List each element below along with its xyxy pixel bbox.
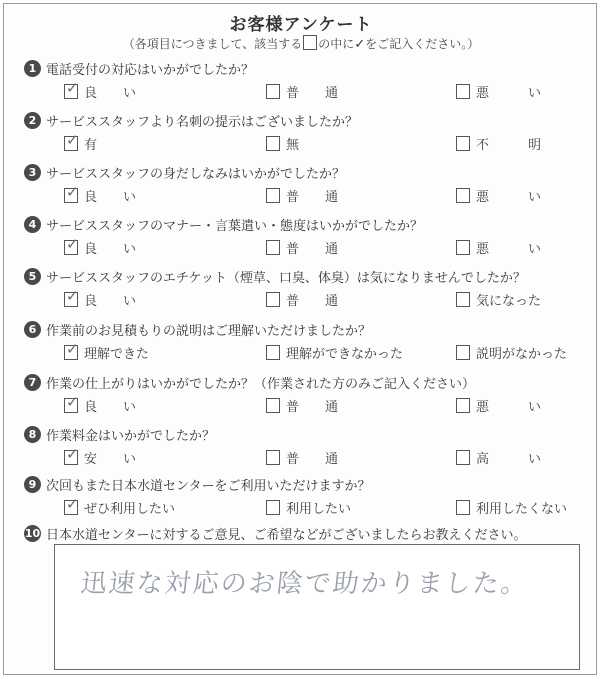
option-label: 悪 い xyxy=(476,85,542,101)
option-group xyxy=(24,392,584,417)
option-group xyxy=(24,494,584,519)
checkbox-unchecked[interactable] xyxy=(456,240,470,255)
question-number-badge: 9 xyxy=(24,476,41,493)
answer-option[interactable] xyxy=(456,185,541,205)
survey-title: お客様アンケート xyxy=(229,15,373,35)
option-label: 良 い xyxy=(84,293,137,309)
option-group xyxy=(24,234,584,259)
question-number-badge: 5 xyxy=(24,268,41,285)
option-label: 無 xyxy=(286,137,300,153)
question-4 xyxy=(24,214,584,259)
answer-option[interactable] xyxy=(266,237,338,257)
option-label: 良 い xyxy=(84,189,137,205)
question-number-badge: 8 xyxy=(24,426,41,443)
question-9-header xyxy=(24,474,584,494)
check-mark-icon: ✓ xyxy=(66,130,79,149)
question-2-text: サービススタッフより名刺の提示はございましたか？ xyxy=(46,114,359,130)
check-mark-icon: ✓ xyxy=(66,392,79,411)
answer-option[interactable] xyxy=(266,185,338,205)
option-label: 利用したい xyxy=(286,501,352,517)
question-10 xyxy=(24,523,584,543)
question-10-text: 日本水道センターに対するご意見、ご希望などがございましたらお教えください。 xyxy=(46,527,527,543)
instructions-before: （各項目につきまして、該当する xyxy=(122,37,303,51)
answer-option[interactable] xyxy=(64,234,137,257)
checkbox-checked[interactable] xyxy=(64,392,79,413)
checkbox-unchecked[interactable] xyxy=(456,292,470,307)
question-7 xyxy=(24,372,584,417)
question-5-text: サービススタッフのエチケット（煙草、口臭、体臭）は気になりませんでしたか？ xyxy=(46,270,526,286)
option-label: 良 い xyxy=(84,85,137,101)
free-comment-box[interactable] xyxy=(54,544,580,670)
checkbox-unchecked[interactable] xyxy=(456,450,470,465)
answer-option[interactable] xyxy=(64,339,150,362)
question-7-header xyxy=(24,372,584,392)
check-mark-icon: ✓ xyxy=(66,494,79,513)
question-number-badge: 2 xyxy=(24,112,41,129)
option-group xyxy=(24,130,584,155)
question-number-badge: 7 xyxy=(24,374,41,391)
option-label: 不 明 xyxy=(476,137,542,153)
question-1 xyxy=(24,58,584,103)
question-9 xyxy=(24,474,584,519)
checkbox-unchecked[interactable] xyxy=(456,136,470,151)
instructions-middle: の中に xyxy=(318,37,355,51)
question-4-text: サービススタッフのマナー・言葉遣い・態度はいかがでしたか？ xyxy=(46,218,424,234)
question-2-header xyxy=(24,110,584,130)
question-5-header xyxy=(24,266,584,286)
answer-option[interactable] xyxy=(64,182,137,205)
option-group xyxy=(24,444,584,469)
option-label: 普 通 xyxy=(286,451,339,467)
question-8-text: 作業料金はいかがでしたか？ xyxy=(46,428,216,444)
question-number-badge: 4 xyxy=(24,216,41,233)
checkbox-unchecked[interactable] xyxy=(266,292,280,307)
option-label: 普 通 xyxy=(286,189,339,205)
option-label: 普 通 xyxy=(286,241,339,257)
checkbox-unchecked[interactable] xyxy=(266,345,280,360)
question-9-text: 次回もまた日本水道センターをご利用いただけますか？ xyxy=(46,478,371,494)
answer-option[interactable] xyxy=(64,494,176,517)
answer-option[interactable] xyxy=(64,286,137,309)
question-6-text: 作業前のお見積もりの説明はご理解いただけましたか？ xyxy=(46,323,372,339)
answer-option[interactable] xyxy=(456,289,541,309)
answer-option[interactable] xyxy=(266,133,299,153)
question-8 xyxy=(24,424,584,469)
check-mark-icon: ✓ xyxy=(66,444,79,463)
checkbox-checked[interactable] xyxy=(64,234,79,255)
option-label: 理解できた xyxy=(84,346,150,362)
option-label: 普 通 xyxy=(286,399,339,415)
checkbox-checked[interactable] xyxy=(64,286,79,307)
answer-option[interactable] xyxy=(64,78,137,101)
check-mark-icon: ✓ xyxy=(66,234,79,253)
answer-option[interactable] xyxy=(456,447,541,467)
checkbox-unchecked[interactable] xyxy=(456,345,470,360)
option-label: 悪 い xyxy=(476,399,542,415)
question-3-header xyxy=(24,162,584,182)
question-7-text: 作業の仕上がりはいかがでしたか？（作業された方のみご記入ください） xyxy=(46,376,476,392)
instructions-after: をご記入ください。） xyxy=(365,37,480,51)
question-number-badge: 3 xyxy=(24,164,41,181)
question-8-header xyxy=(24,424,584,444)
answer-option[interactable] xyxy=(266,447,338,467)
question-6-header xyxy=(24,319,584,339)
check-mark-icon: ✓ xyxy=(66,286,79,305)
answer-option[interactable] xyxy=(64,444,137,467)
check-mark-icon: ✓ xyxy=(66,78,79,97)
option-label: 説明がなかった xyxy=(476,346,568,362)
option-group xyxy=(24,339,584,364)
check-mark-icon: ✓ xyxy=(66,339,79,358)
option-label: 悪 い xyxy=(476,241,542,257)
option-label: 普 通 xyxy=(286,85,339,101)
checkbox-checked[interactable] xyxy=(64,339,79,360)
question-number-badge: 1 xyxy=(24,60,41,77)
option-label: 良 い xyxy=(84,399,137,415)
question-10-header xyxy=(24,523,584,543)
checkbox-unchecked[interactable] xyxy=(266,398,280,413)
handwritten-comment: 迅速な対応のお陰で助かりました。 xyxy=(79,569,531,599)
question-1-text: 電話受付の対応はいかがでしたか？ xyxy=(46,62,255,78)
survey-sheet xyxy=(3,3,597,675)
question-number-badge: 10 xyxy=(24,526,41,540)
checkbox-unchecked[interactable] xyxy=(266,240,280,255)
question-3 xyxy=(24,162,584,207)
option-label: 気になった xyxy=(476,293,542,309)
checkbox-unchecked[interactable] xyxy=(456,84,470,99)
answer-option[interactable] xyxy=(266,497,351,517)
answer-option[interactable] xyxy=(266,342,403,362)
answer-option[interactable] xyxy=(266,81,338,101)
option-label: 高 い xyxy=(476,451,542,467)
question-4-header xyxy=(24,214,584,234)
checkbox-unchecked[interactable] xyxy=(266,136,280,151)
checkbox-unchecked[interactable] xyxy=(266,84,280,99)
checkbox-checked[interactable] xyxy=(64,444,79,465)
checkbox-unchecked[interactable] xyxy=(456,500,470,515)
checkbox-unchecked[interactable] xyxy=(266,188,280,203)
checkbox-unchecked[interactable] xyxy=(456,398,470,413)
question-5 xyxy=(24,266,584,311)
option-label: 理解ができなかった xyxy=(286,346,404,362)
checkbox-checked[interactable] xyxy=(64,130,79,151)
check-mark-icon: ✓ xyxy=(66,182,79,201)
checkbox-checked[interactable] xyxy=(64,78,79,99)
option-label: 利用したくない xyxy=(476,501,568,517)
question-2 xyxy=(24,110,584,155)
instructions xyxy=(4,35,598,52)
question-3-text: サービススタッフの身だしなみはいかがでしたか？ xyxy=(46,166,346,182)
checkbox-unchecked[interactable] xyxy=(456,188,470,203)
question-6 xyxy=(24,319,584,364)
answer-option[interactable] xyxy=(266,395,338,415)
checkbox-checked[interactable] xyxy=(64,494,79,515)
answer-option[interactable] xyxy=(456,497,567,517)
answer-option[interactable] xyxy=(456,395,541,415)
checkbox-unchecked[interactable] xyxy=(266,450,280,465)
answer-option[interactable] xyxy=(456,237,541,257)
option-label: 普 通 xyxy=(286,293,339,309)
answer-option[interactable] xyxy=(456,133,541,153)
answer-option[interactable] xyxy=(64,392,137,415)
question-number-badge: 6 xyxy=(24,321,41,338)
option-group xyxy=(24,286,584,311)
option-group xyxy=(24,182,584,207)
option-group xyxy=(24,78,584,103)
check-mark-icon: ✓ xyxy=(354,37,366,52)
checkbox-unchecked[interactable] xyxy=(266,500,280,515)
option-label: ぜひ利用したい xyxy=(84,501,176,517)
option-label: 安 い xyxy=(84,451,137,467)
checkbox-sample-icon xyxy=(303,35,317,50)
option-label: 有 xyxy=(84,137,98,153)
answer-option[interactable] xyxy=(266,289,338,309)
answer-option[interactable] xyxy=(456,342,567,362)
option-label: 良 い xyxy=(84,241,137,257)
checkbox-checked[interactable] xyxy=(64,182,79,203)
question-1-header xyxy=(24,58,584,78)
answer-option[interactable] xyxy=(64,130,98,153)
answer-option[interactable] xyxy=(456,81,541,101)
option-label: 悪 い xyxy=(476,189,542,205)
